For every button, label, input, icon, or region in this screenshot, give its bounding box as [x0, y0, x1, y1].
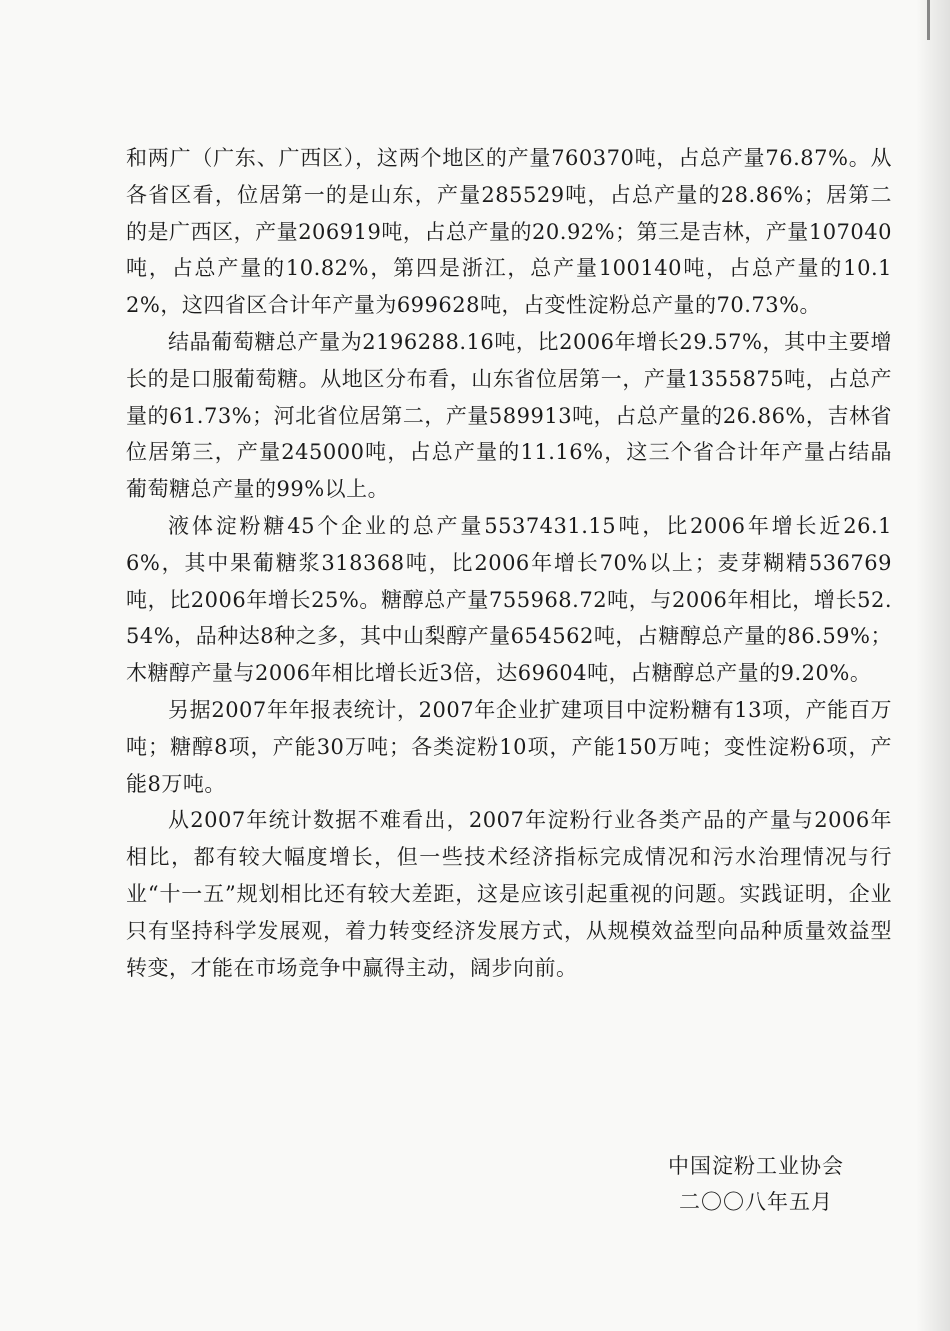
body-text	[126, 140, 892, 986]
page-edge-shadow	[916, 0, 950, 1331]
paragraph-conclusion: 从2007年统计数据不难看出，2007年淀粉行业各类产品的产量与2006年相比，都有较大幅度增长，但一些技术经济指标完成情况和污水治理情况与行业“十一五”规划相比还有较大差距，这是应该引起重视的问题。实践证明，企业只有坚持科学发展观，着力转变经济发展方式，从规模效益型向品种质量效益型转变，才能在市场竞争中赢得主动，阔步向前。	[126, 808, 892, 980]
signature-block	[668, 1148, 844, 1220]
paragraph-expansion-projects: 另据2007年年报表统计，2007年企业扩建项目中淀粉糖有13项，产能百万吨；糖醇8项，产能30万吨；各类淀粉10项，产能150万吨；变性淀粉6项，产能8万吨。	[126, 697, 892, 796]
page-edge-mark	[927, 0, 930, 40]
signature-organization: 中国淀粉工业协会	[668, 1154, 844, 1178]
paragraph-crystalline-glucose: 结晶葡萄糖总产量为2196288.16吨，比2006年增长29.57%，其中主要增长的是口服葡萄糖。从地区分布看，山东省位居第一，产量1355875吨，占总产量的61.73%；河北省位居第二，产量589913吨，占总产量的26.86%，吉林省位居第三，产量245000吨，占总产量的11.16%，这三个省合计年产量占结晶葡萄糖总产量的99%以上。	[126, 329, 892, 502]
paragraph-modified-starch-regions: 和两广（广东、广西区），这两个地区的产量760370吨，占总产量76.87%。从各省区看，位居第一的是山东，产量285529吨，占总产量的28.86%；居第二的是广西区，产量206919吨，占总产量的20.92%；第三是吉林，产量107040吨，占总产量的10.82%，第四是浙江，总产量100140吨，占总产量的10.12%，这四省区合计年产量为699628吨，占变性淀粉总产量的70.73%。	[126, 146, 892, 318]
paragraph-liquid-starch-sugar: 液体淀粉糖45个企业的总产量5537431.15吨，比2006年增长近26.16%，其中果葡糖浆318368吨，比2006年增长70%以上；麦芽糊精536769吨，比2006年增长25%。糖醇总产量755968.72吨，与2006年相比，增长52.54%，品种达8种之多，其中山梨醇产量654562吨，占糖醇总产量的86.59%；木糖醇产量与2006年相比增长近3倍，达69604吨，占糖醇总产量的9.20%。	[126, 513, 892, 686]
signature-date: 二〇〇八年五月	[679, 1190, 833, 1214]
